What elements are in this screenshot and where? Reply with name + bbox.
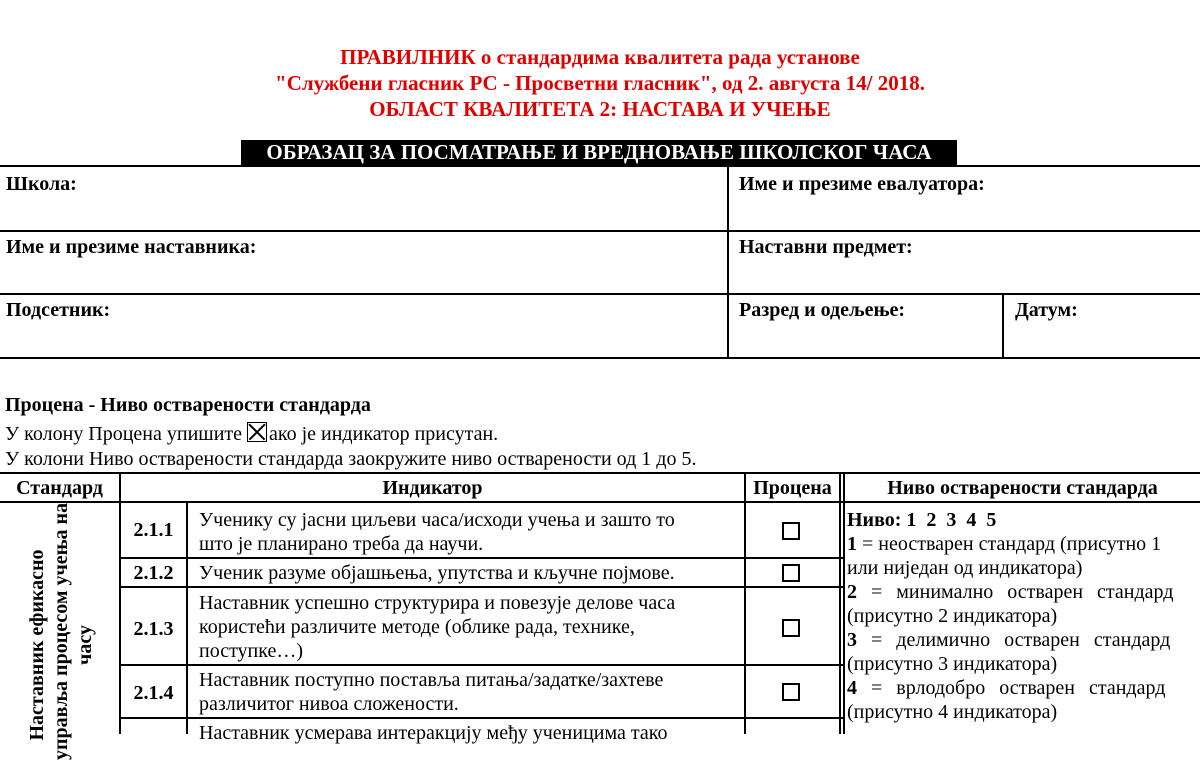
quality-area-title: ОБЛАСТ КВАЛИТЕТА 2: НАСТАВА И УЧЕЊЕ <box>369 97 831 121</box>
level-item <box>847 532 1200 556</box>
level-legend-title: Ниво: <box>847 509 902 531</box>
gazette-reference: "Службени гласник РС - Просветни гласник", од 2. августа 14/ 2018. <box>275 71 925 95</box>
table-col-divider <box>839 472 841 734</box>
reminder-field-label[interactable]: Подсетник: <box>6 299 111 321</box>
indicator-text-line: Наставник поступно поставља питања/задатке/захтеве <box>199 669 664 691</box>
indicator-text-line: што је планирано треба да научи. <box>199 533 484 555</box>
table-row-divider <box>119 586 845 588</box>
level-item-cont: (присутно 2 индикатора) <box>847 605 1058 627</box>
level-item <box>847 676 1200 700</box>
evaluator-field-label[interactable]: Име и презиме евалуатора: <box>739 173 985 195</box>
info-grid-col-divider <box>727 165 729 359</box>
level-numbers[interactable]: 1 2 3 4 5 <box>906 509 997 531</box>
table-row-divider <box>119 557 845 559</box>
instructions-line-1-end: ако је индикатор присутан. <box>269 423 499 445</box>
instructions-title: Процена - Ниво остварености стандарда <box>5 394 371 416</box>
assessment-checkbox[interactable] <box>782 522 800 540</box>
instructions-line-2: У колони Ниво остварености стандарда заокружите ниво остварености од 1 до 5. <box>5 448 697 470</box>
grade-class-field-label[interactable]: Разред и одељење: <box>739 299 905 321</box>
indicator-text <box>199 561 675 585</box>
school-field-label[interactable]: Школа: <box>6 173 77 195</box>
standard-label-line: Наставник ефикасно <box>26 549 48 741</box>
level-item-text: = неостварен стандард (присутно 1 <box>857 533 1162 555</box>
info-grid-bottom-border <box>0 357 1200 359</box>
table-col-divider <box>843 472 845 734</box>
table-col-divider <box>744 472 746 734</box>
indicator-code: 2.1.2 <box>133 562 174 584</box>
indicator-code: 2.1.1 <box>133 519 174 541</box>
indicator-text <box>199 508 675 556</box>
date-field-label[interactable]: Датум: <box>1015 299 1078 321</box>
assessment-checkbox[interactable] <box>782 683 800 701</box>
header-indicator: Индикатор <box>382 477 483 499</box>
teacher-field-label[interactable]: Име и презиме наставника: <box>6 236 257 258</box>
table-top-border <box>0 472 1200 474</box>
header-standard: Стандард <box>16 477 103 499</box>
info-grid-top-border <box>0 165 1200 167</box>
indicator-text <box>199 721 667 745</box>
level-item-number: 2 <box>847 581 857 603</box>
x-mark-box-icon <box>247 422 267 442</box>
indicator-code: 2.1.4 <box>133 682 174 704</box>
indicator-text-line: различитог нивоа сложености. <box>199 693 459 715</box>
assessment-checkbox[interactable] <box>782 564 800 582</box>
level-item-number: 1 <box>847 533 857 555</box>
indicator-text <box>199 668 663 716</box>
info-grid-row-divider <box>0 293 1200 295</box>
form-title: ОБРАЗАЦ ЗА ПОСМАТРАЊЕ И ВРЕДНОВАЊЕ ШКОЛСКОГ ЧАСА <box>241 140 957 165</box>
indicator-text-line: Наставник успешно структурира и повезује делове часа <box>199 592 676 614</box>
level-item-cont: или ниједан од индикатора) <box>847 557 1083 579</box>
info-grid-col-divider <box>1002 293 1004 359</box>
indicator-code: 2.1.3 <box>133 618 174 640</box>
table-row-divider <box>119 717 845 719</box>
level-legend <box>847 508 1200 724</box>
instructions-line-1-start: У колону Процена упишите <box>5 423 243 445</box>
level-item-number: 4 <box>847 677 857 699</box>
level-item-cont: (присутно 3 индикатора) <box>847 653 1058 675</box>
indicator-text <box>199 591 675 663</box>
regulation-title: ПРАВИЛНИК о стандардима квалитета рада установе <box>340 45 860 69</box>
standard-label-line: часу <box>74 625 96 665</box>
header-assessment: Процена <box>753 477 832 499</box>
indicator-text-line: Ученик разуме објашњења, упутства и кључне појмове. <box>199 562 675 584</box>
level-item-text: = врлодобро остварен стандард <box>857 677 1166 699</box>
indicator-text-line: Наставник усмерава интеракцију међу ученицима тако <box>199 722 668 744</box>
table-row-divider <box>119 664 845 666</box>
level-item-cont: (присутно 4 индикатора) <box>847 701 1058 723</box>
table-col-divider <box>186 503 188 734</box>
instructions-line-1 <box>5 422 498 446</box>
level-legend-heading <box>847 508 1200 532</box>
standard-label-line: управља процесом учења на <box>50 502 72 760</box>
header-level: Ниво остварености стандарда <box>887 477 1158 499</box>
level-item <box>847 580 1200 604</box>
indicator-text-line: поступке…) <box>199 640 304 662</box>
level-item <box>847 628 1200 652</box>
indicator-text-line: користећи различите методе (облике рада, технике, <box>199 616 635 638</box>
assessment-checkbox[interactable] <box>782 619 800 637</box>
table-header-divider <box>0 501 1200 503</box>
level-item-number: 3 <box>847 629 857 651</box>
subject-field-label[interactable]: Наставни предмет: <box>739 236 913 258</box>
standard-label <box>25 502 97 760</box>
level-item-text: = минимално остварен стандард <box>857 581 1174 603</box>
level-item-text: = делимично остварен стандард <box>857 629 1171 651</box>
info-grid-row-divider <box>0 230 1200 232</box>
indicator-text-line: Ученику су јасни циљеви часа/исходи учења и зашто то <box>199 509 675 531</box>
